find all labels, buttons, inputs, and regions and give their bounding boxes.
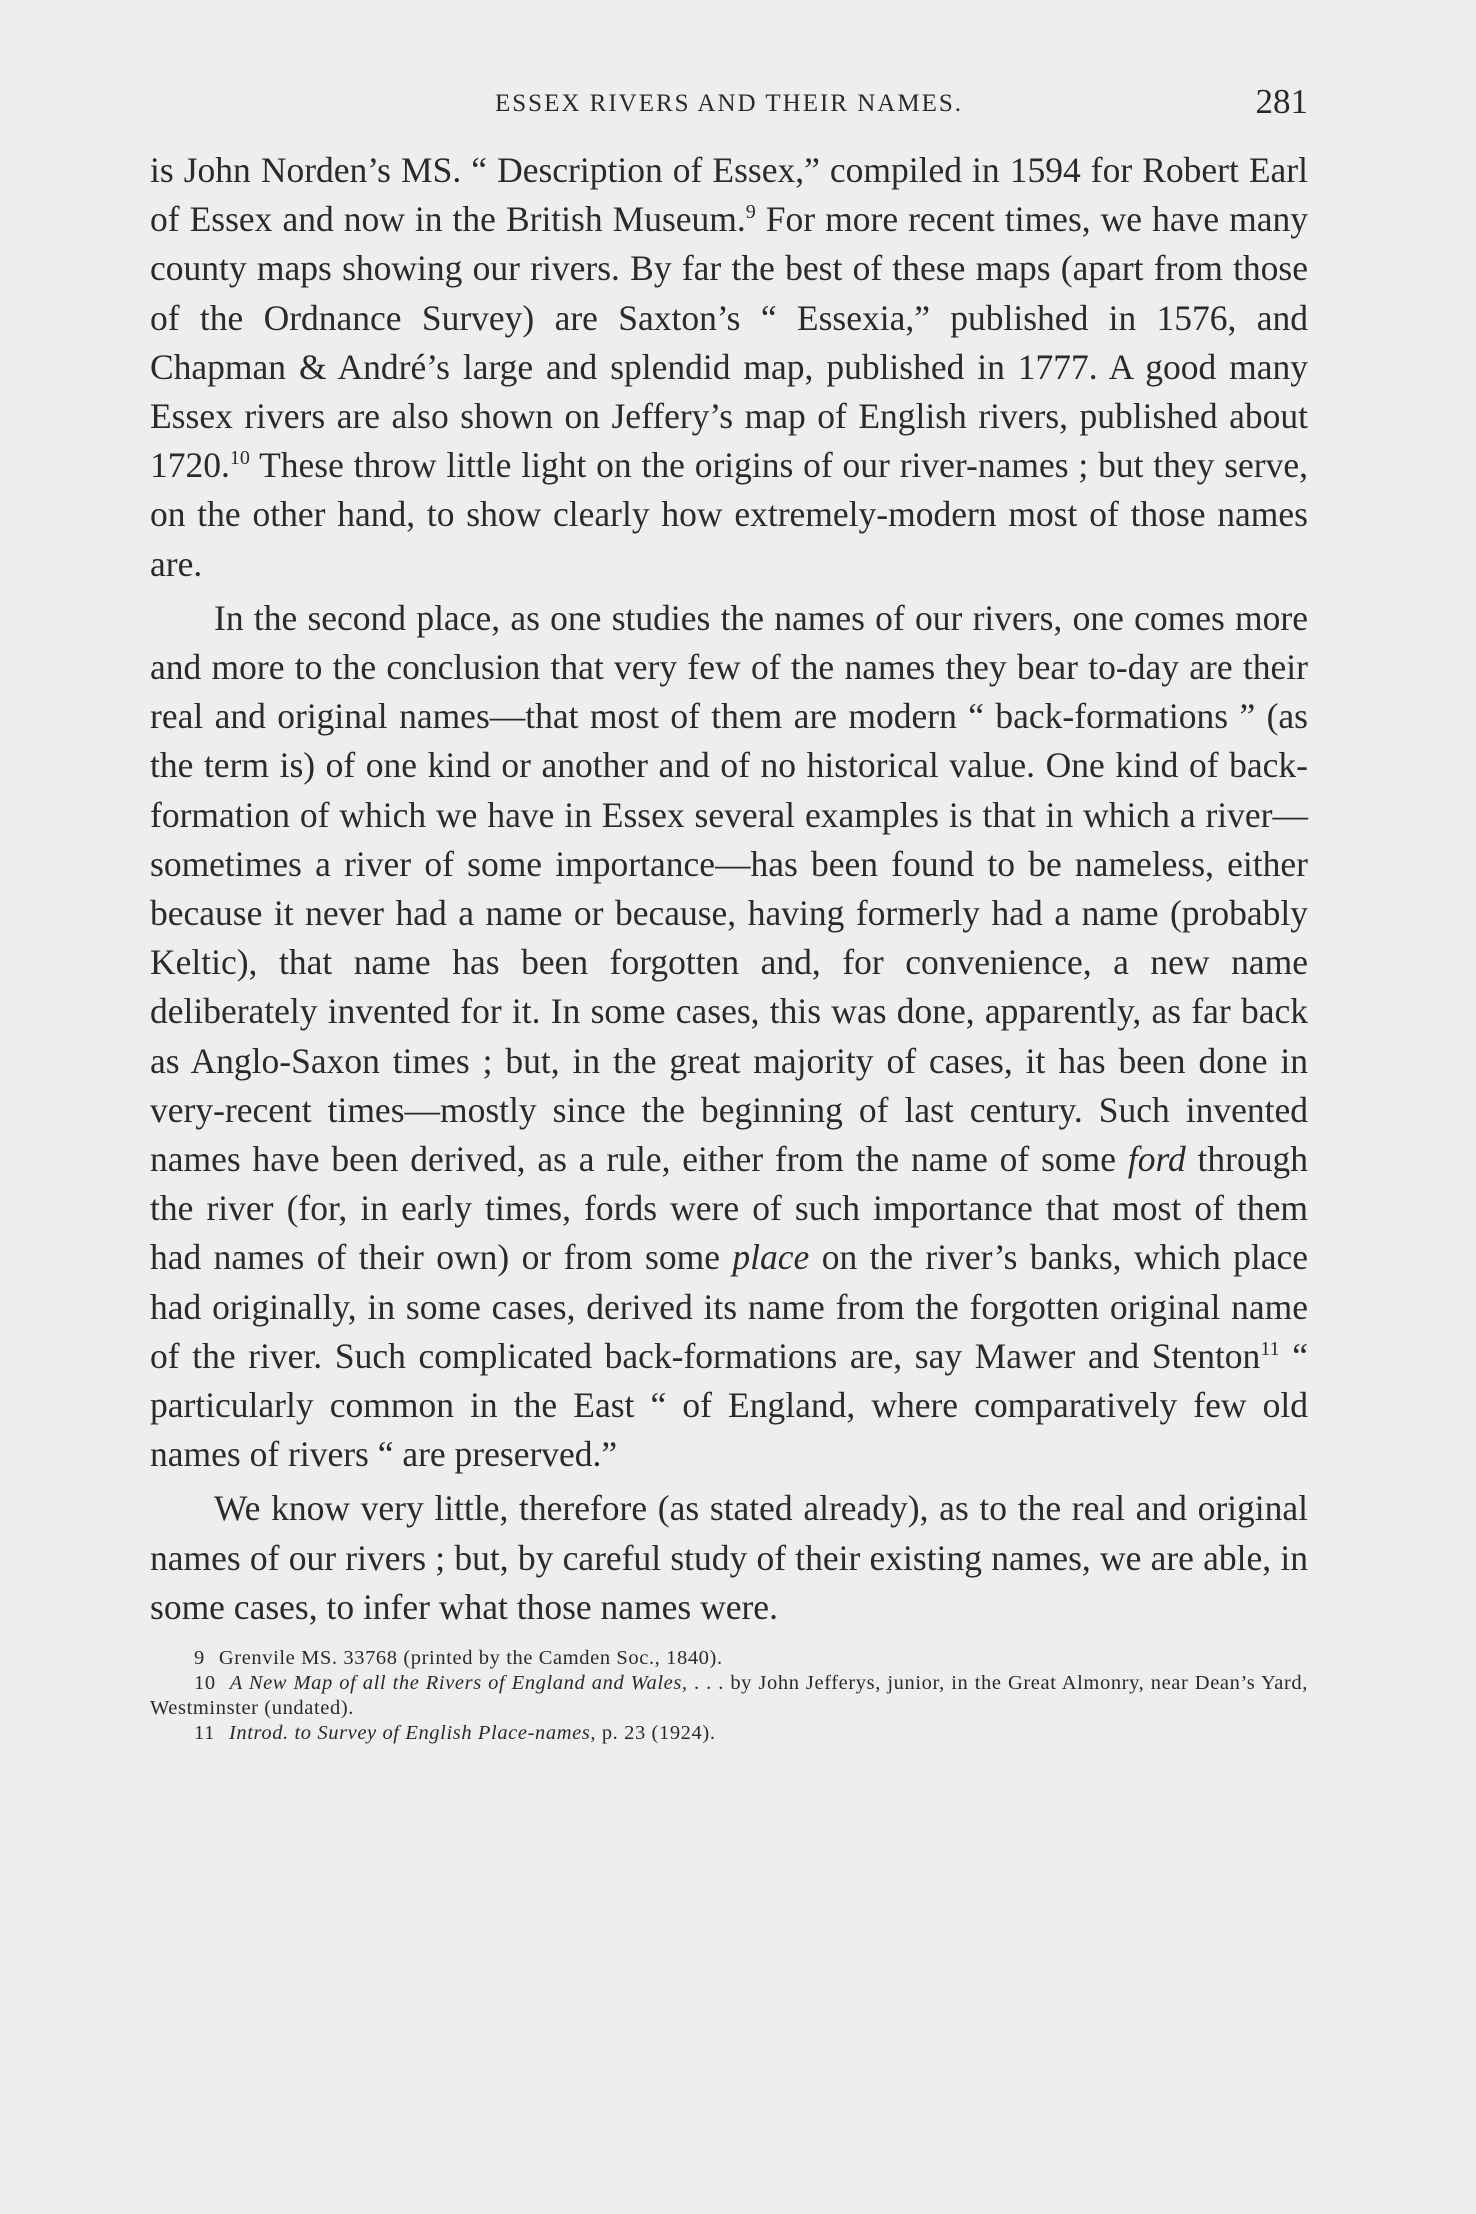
footnote-10 [150, 1671, 1308, 1721]
paragraph-1 [150, 146, 1308, 589]
page-number: 281 [1255, 82, 1308, 121]
footnote-title: Introd. to Survey of English Place-names, [228, 1722, 597, 1745]
paragraph-2 [150, 594, 1308, 1480]
paragraph-2-text-a: In the second place, as one studies the names of our rivers, one comes more and more to the conclusion that very few of the names they bear to-day are their real and original names—that most of them are modern “ back-formations ” (as the term is) of one kind or another and of no historical value. One kind of back-formation of which we have in Essex several examples is that in which a river—sometimes a river of some importance—has been found to be nameless, either because it never had a name or because, having formerly had a name (probably Keltic), that name has been forgotten and, for convenience, a new name deliberately invented for it. In some cases, this was done, apparently, as far back as Anglo-Saxon times ; but, in the great majority of cases, it has been done in very-recent times—mostly since the beginning of last century. Such invented names have been derived, as a rule, either from the name of some [150, 597, 1308, 1180]
footnotes [150, 1646, 1308, 1746]
emphasis-place: place [732, 1237, 810, 1278]
footnote-text: Grenvile MS. 33768 (printed by the Camden Soc., 1840). [218, 1647, 723, 1670]
paragraph-3 [150, 1484, 1308, 1632]
footnote-ref-11: 11 [1260, 1337, 1280, 1360]
footnote-number: 10 [194, 1672, 216, 1695]
footnote-11 [150, 1721, 1308, 1746]
running-head [150, 80, 1308, 130]
footnote-text: . . . by John Jefferys, junior, in the Great Almonry, near Dean’s Yard, Westminster (undated). [150, 1672, 1308, 1720]
footnote-text: p. 23 (1924). [596, 1722, 716, 1745]
paragraph-1-text-a: is John Norden’s MS. “ Description of Essex,” compiled in 1594 for Robert Earl of Essex and now in the British Museum. [150, 150, 1308, 240]
paragraph-1-text-b: For more recent times, we have many county maps showing our rivers. By far the best of these maps (apart from those of the Ordnance Survey) are Saxton’s “ Essexia,” published in 1576, and Chapman & André’s large and splendid map, published in 1777. A good many Essex rivers are also shown on Jeffery’s map of English rivers, published about 1720. [150, 199, 1308, 486]
paragraph-3-text: We know very little, therefore (as stated already), as to the real and original names of our rivers ; but, by careful study of their existing names, we are able, in some cases, to infer what those names were. [150, 1488, 1308, 1627]
paragraph-2-text-b: through the river (for, in early times, fords were of such importance that most of them had names of their own) or from some [150, 1139, 1308, 1278]
footnote-number: 9 [194, 1647, 205, 1670]
body-text [150, 146, 1308, 1632]
footnote-title: A New Map of all the Rivers of England and Wales, [229, 1672, 688, 1695]
footnote-ref-9: 9 [745, 201, 756, 224]
book-page [150, 80, 1308, 1746]
running-title: ESSEX RIVERS AND THEIR NAMES. [495, 90, 963, 117]
paragraph-1-text-c: These throw little light on the origins of our river-names ; but they serve, on the other hand, to show clearly how extremely-modern most of those names are. [150, 445, 1308, 584]
emphasis-ford: ford [1127, 1139, 1186, 1180]
footnote-ref-10: 10 [229, 447, 250, 470]
paragraph-2-text-d: “ particularly common in the East “ of England, where comparatively few old names of rivers “ are preserved.” [150, 1335, 1308, 1475]
paragraph-2-text-c: on the river’s banks, which place had originally, in some cases, derived its name from the forgotten original name of the river. Such complicated back-formations are, say Mawer and Stenton [150, 1237, 1309, 1376]
footnote-9 [150, 1646, 1308, 1671]
footnote-number: 11 [194, 1722, 215, 1745]
